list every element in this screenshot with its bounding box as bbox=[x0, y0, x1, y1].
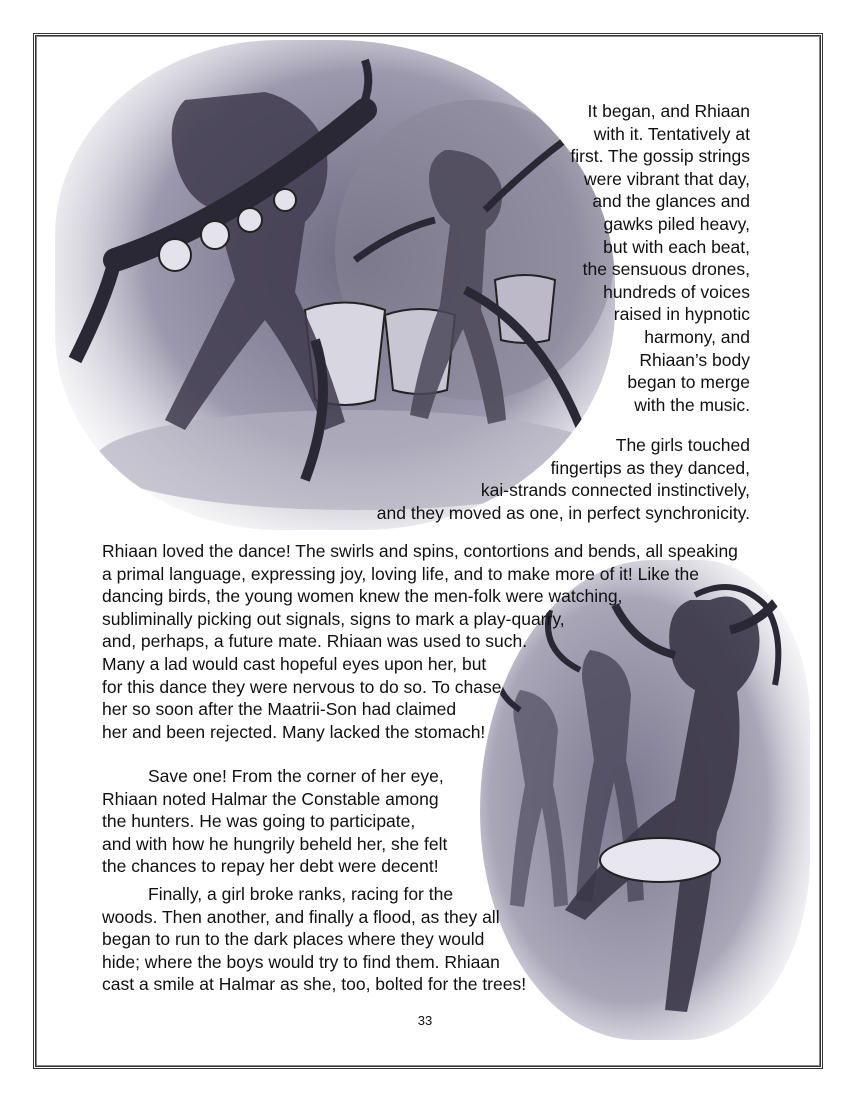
text-line: and, perhaps, a future mate. Rhiaan was used to such. bbox=[102, 631, 528, 652]
text-line: for this dance they were nervous to do so. To chase bbox=[102, 676, 502, 697]
text-line: hide; where the boys would try to find them. Rhiaan bbox=[102, 951, 500, 972]
text-line: began to run to the dark places where they would bbox=[102, 929, 485, 950]
text-line: cast a smile at Halmar as she, too, bolted for the trees! bbox=[102, 974, 527, 995]
text-line: kai-strands connected instinctively, bbox=[480, 480, 750, 501]
text-block-top-right bbox=[390, 100, 750, 416]
text-line: the hunters. He was going to participate, bbox=[102, 811, 416, 832]
text-line: and with how he hungrily beheld her, she felt bbox=[102, 833, 448, 854]
text-line: It began, and Rhiaan bbox=[587, 101, 750, 121]
text-line: gawks piled heavy, bbox=[603, 213, 750, 234]
text-line: with the music. bbox=[634, 394, 750, 415]
text-line: a primal language, expressing joy, loving life, and to make more of it! Like the bbox=[102, 563, 699, 584]
text-line bbox=[102, 883, 526, 906]
paragraph-rhiaan-loved-dance bbox=[102, 540, 738, 743]
text-line: dancing birds, the young women knew the men-folk were watching, bbox=[102, 586, 623, 607]
text-line: fingertips as they danced, bbox=[550, 457, 750, 478]
text-line: began to merge bbox=[627, 372, 750, 393]
text-span: Finally, a girl broke ranks, racing for the bbox=[148, 884, 454, 904]
text-block-girls-touched bbox=[290, 434, 750, 524]
text-line: first. The gossip strings bbox=[570, 146, 750, 167]
text-line: but with each beat, bbox=[603, 236, 750, 257]
text-line: her so soon after the Maatrii-Son had claimed bbox=[102, 699, 457, 720]
paragraph-finally bbox=[102, 883, 526, 996]
text-line: with it. Tentatively at bbox=[593, 123, 750, 144]
text-line: Rhiaan’s body bbox=[639, 349, 750, 370]
text-line: Many a lad would cast hopeful eyes upon her, but bbox=[102, 653, 487, 674]
text-line: raised in hypnotic bbox=[613, 304, 750, 325]
text-line: Rhiaan loved the dance! The swirls and spins, contortions and bends, all speaking bbox=[102, 541, 738, 561]
page-number: 33 bbox=[417, 1013, 433, 1028]
text-line: and the glances and bbox=[592, 191, 750, 212]
text-line: her and been rejected. Many lacked the stomach! bbox=[102, 721, 486, 742]
text-line: and they moved as one, in perfect synchronicity. bbox=[376, 502, 750, 523]
text-line: The girls touched bbox=[615, 435, 750, 455]
paragraph-save-one bbox=[102, 765, 447, 878]
text-line: harmony, and bbox=[644, 326, 750, 347]
text-line bbox=[102, 765, 447, 788]
text-line: woods. Then another, and finally a flood, as they all bbox=[102, 906, 500, 927]
text-line: the chances to repay her debt were decent! bbox=[102, 856, 439, 877]
text-line: Rhiaan noted Halmar the Constable among bbox=[102, 788, 439, 809]
text-line: hundreds of voices bbox=[603, 281, 750, 302]
text-line: subliminally picking out signals, signs to mark a play-quarry, bbox=[102, 608, 565, 629]
text-span: Save one! From the corner of her eye, bbox=[148, 766, 444, 786]
text-line: the sensuous drones, bbox=[582, 259, 750, 280]
text-line: were vibrant that day, bbox=[583, 168, 750, 189]
